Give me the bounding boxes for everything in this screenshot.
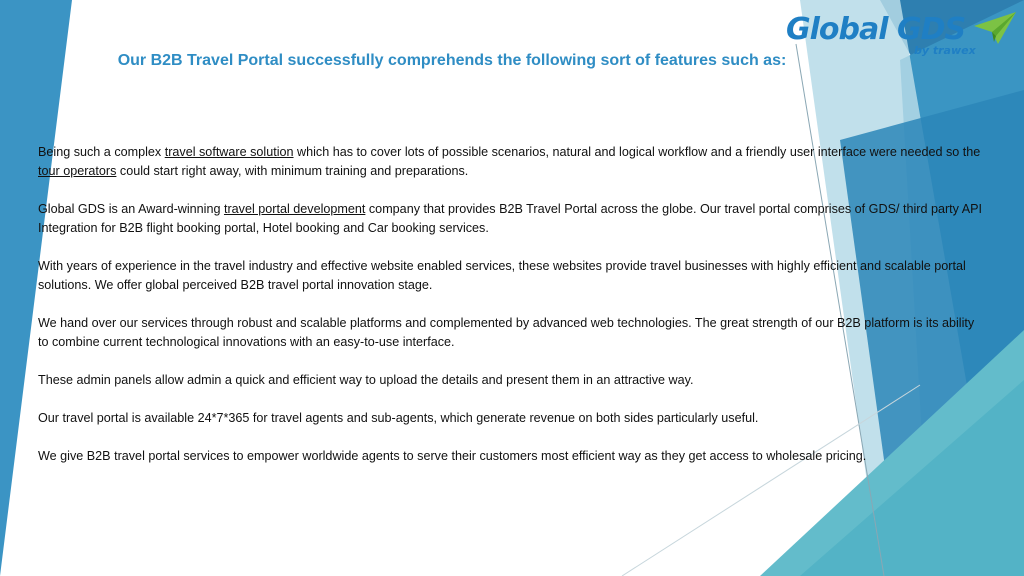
tour-operators-link[interactable]: tour operators xyxy=(38,164,117,178)
paragraph-1 xyxy=(38,143,983,181)
global-gds-logo[interactable] xyxy=(786,10,1018,62)
paragraph-7: We give B2B travel portal services to empower worldwide agents to serve their customers most efficient way as they get access to wholesale pricing. xyxy=(38,449,867,463)
paragraph-2-text-a: Global GDS is an Award-winning xyxy=(38,202,224,216)
travel-software-solution-link[interactable]: travel software solution xyxy=(164,145,294,159)
paragraph-1-text-c: could start right away, with minimum training and preparations. xyxy=(116,164,469,178)
paragraph-2 xyxy=(38,200,983,238)
paragraph-6: Our travel portal is available 24*7*365 for travel agents and sub-agents, which generate revenue on both sides particularly useful. xyxy=(38,411,759,425)
slide-content xyxy=(38,143,983,485)
paragraph-4: We hand over our services through robust and scalable platforms and complemented by advanced web technologies. The great strength of our B2B platform is its ability to combine current technological innovations with an easy-to-use interface. xyxy=(38,316,975,349)
paper-plane-icon xyxy=(972,10,1018,46)
paragraph-1-text-b: which has to cover lots of possible scenarios, natural and logical workflow and a friendly user interface were needed so the xyxy=(293,145,981,159)
slide-title: Our B2B Travel Portal successfully comprehends the following sort of features such as: xyxy=(117,52,787,69)
paragraph-2-text-b: company that provides B2B Travel Portal across the globe. Our travel portal comprises of GDS/ third party API Integration for B2B flight booking portal, Hotel booking and Car booking services. xyxy=(38,202,983,235)
paragraph-1-text-a: Being such a complex xyxy=(38,145,165,159)
paragraph-3: With years of experience in the travel industry and effective website enabled services, these websites provide travel businesses with highly efficient and scalable portal solutions. We offer global perceived B2B travel portal innovation stage. xyxy=(38,259,966,292)
logo-name: Global GDS xyxy=(786,12,966,47)
paragraph-5: These admin panels allow admin a quick and efficient way to upload the details and present them in an attractive way. xyxy=(38,373,694,387)
logo-tagline: by trawex xyxy=(914,44,976,57)
travel-portal-development-link[interactable]: travel portal development xyxy=(223,202,366,216)
